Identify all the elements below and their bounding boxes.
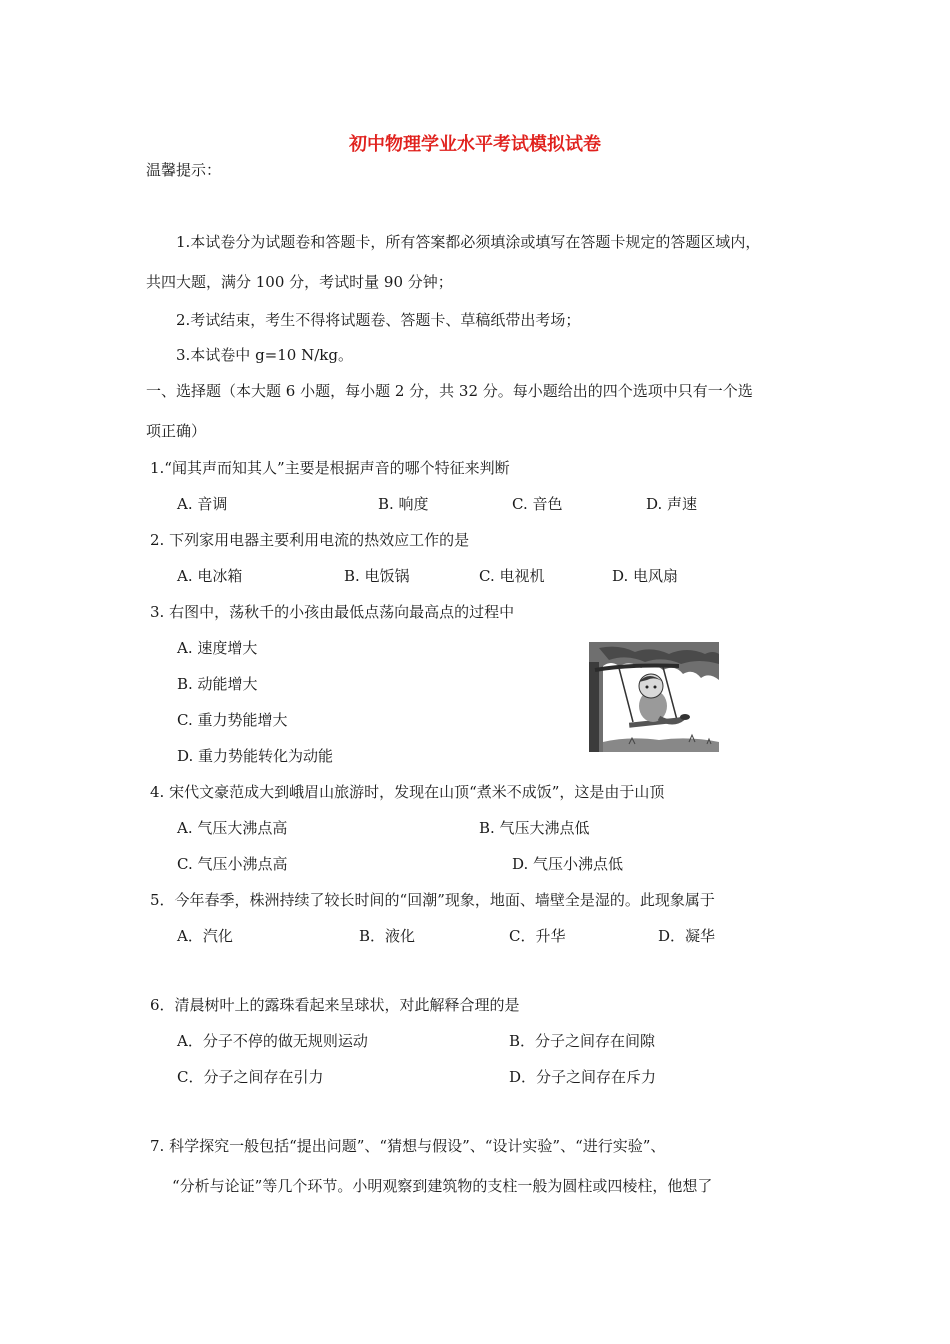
tips-heading: 温馨提示： bbox=[146, 161, 222, 179]
page-title: 初中物理学业水平考试模拟试卷 bbox=[349, 134, 601, 155]
child-on-swing-illustration bbox=[589, 642, 719, 752]
question-6-option-c: C．分子之间存在引力 bbox=[177, 1068, 324, 1086]
question-6-option-d: D．分子之间存在斥力 bbox=[509, 1068, 657, 1086]
question-3-option-d: D. 重力势能转化为动能 bbox=[177, 747, 334, 765]
question-7-stem-line-1: 7. 科学探究一般包括“提出问题”、“猜想与假设”、“设计实验”、“进行实验”、 bbox=[150, 1137, 666, 1155]
tip-3: 3.本试卷中 g=10 N/kg。 bbox=[176, 346, 353, 364]
question-6-option-a: A．分子不停的做无规则运动 bbox=[177, 1032, 368, 1050]
question-5-option-b: B．液化 bbox=[359, 927, 416, 945]
question-3-option-c: C. 重力势能增大 bbox=[177, 711, 288, 729]
tip-1-line-1: 1.本试卷分为试题卷和答题卡，所有答案都必须填涂或填写在答题卡规定的答题区域内， bbox=[176, 233, 761, 251]
question-2-stem: 2. 下列家用电器主要利用电流的热效应工作的是 bbox=[150, 531, 470, 549]
question-4-option-d: D. 气压小沸点低 bbox=[512, 855, 624, 873]
question-1-option-d: D. 声速 bbox=[646, 495, 698, 513]
section-1-heading-line-1: 一、选择题（本大题 6 小题，每小题 2 分，共 32 分。每小题给出的四个选项中只有一个选 bbox=[146, 382, 753, 400]
tip-2: 2.考试结束，考生不得将试题卷、答题卡、草稿纸带出考场； bbox=[176, 311, 581, 329]
question-5-option-a: A．汽化 bbox=[177, 927, 233, 945]
question-1-stem: 1.“闻其声而知其人”主要是根据声音的哪个特征来判断 bbox=[150, 459, 510, 477]
question-7-stem-line-2: “分析与论证”等几个环节。小明观察到建筑物的支柱一般为圆柱或四棱柱，他想了 bbox=[172, 1177, 713, 1195]
question-4-option-c: C. 气压小沸点高 bbox=[177, 855, 288, 873]
question-3-option-a: A. 速度增大 bbox=[177, 639, 258, 657]
question-3-stem: 3. 右图中，荡秋千的小孩由最低点荡向最高点的过程中 bbox=[150, 603, 515, 621]
question-1-option-b: B. 响度 bbox=[378, 495, 429, 513]
question-4-option-b: B. 气压大沸点低 bbox=[479, 819, 590, 837]
question-2-option-a: A. 电冰箱 bbox=[177, 567, 243, 585]
tip-1-line-2: 共四大题，满分 100 分，考试时量 90 分钟； bbox=[146, 273, 453, 291]
question-1-option-a: A. 音调 bbox=[177, 495, 228, 513]
question-2-option-d: D. 电风扇 bbox=[612, 567, 679, 585]
question-2-option-c: C. 电视机 bbox=[479, 567, 545, 585]
section-1-heading-line-2: 项正确） bbox=[146, 422, 207, 440]
question-4-stem: 4. 宋代文豪范成大到峨眉山旅游时，发现在山顶“煮米不成饭”，这是由于山顶 bbox=[150, 783, 665, 801]
question-5-option-d: D．凝华 bbox=[658, 927, 716, 945]
question-4-option-a: A. 气压大沸点高 bbox=[177, 819, 288, 837]
question-1-option-c: C. 音色 bbox=[512, 495, 563, 513]
question-6-option-b: B．分子之间存在间隙 bbox=[509, 1032, 656, 1050]
question-2-option-b: B. 电饭锅 bbox=[344, 567, 410, 585]
question-5-stem: 5．今年春季，株洲持续了较长时间的“回潮”现象，地面、墙壁全是湿的。此现象属于 bbox=[150, 891, 715, 909]
question-5-option-c: C．升华 bbox=[509, 927, 566, 945]
question-6-stem: 6．清晨树叶上的露珠看起来呈球状，对此解释合理的是 bbox=[150, 996, 520, 1014]
question-3-option-b: B. 动能增大 bbox=[177, 675, 258, 693]
